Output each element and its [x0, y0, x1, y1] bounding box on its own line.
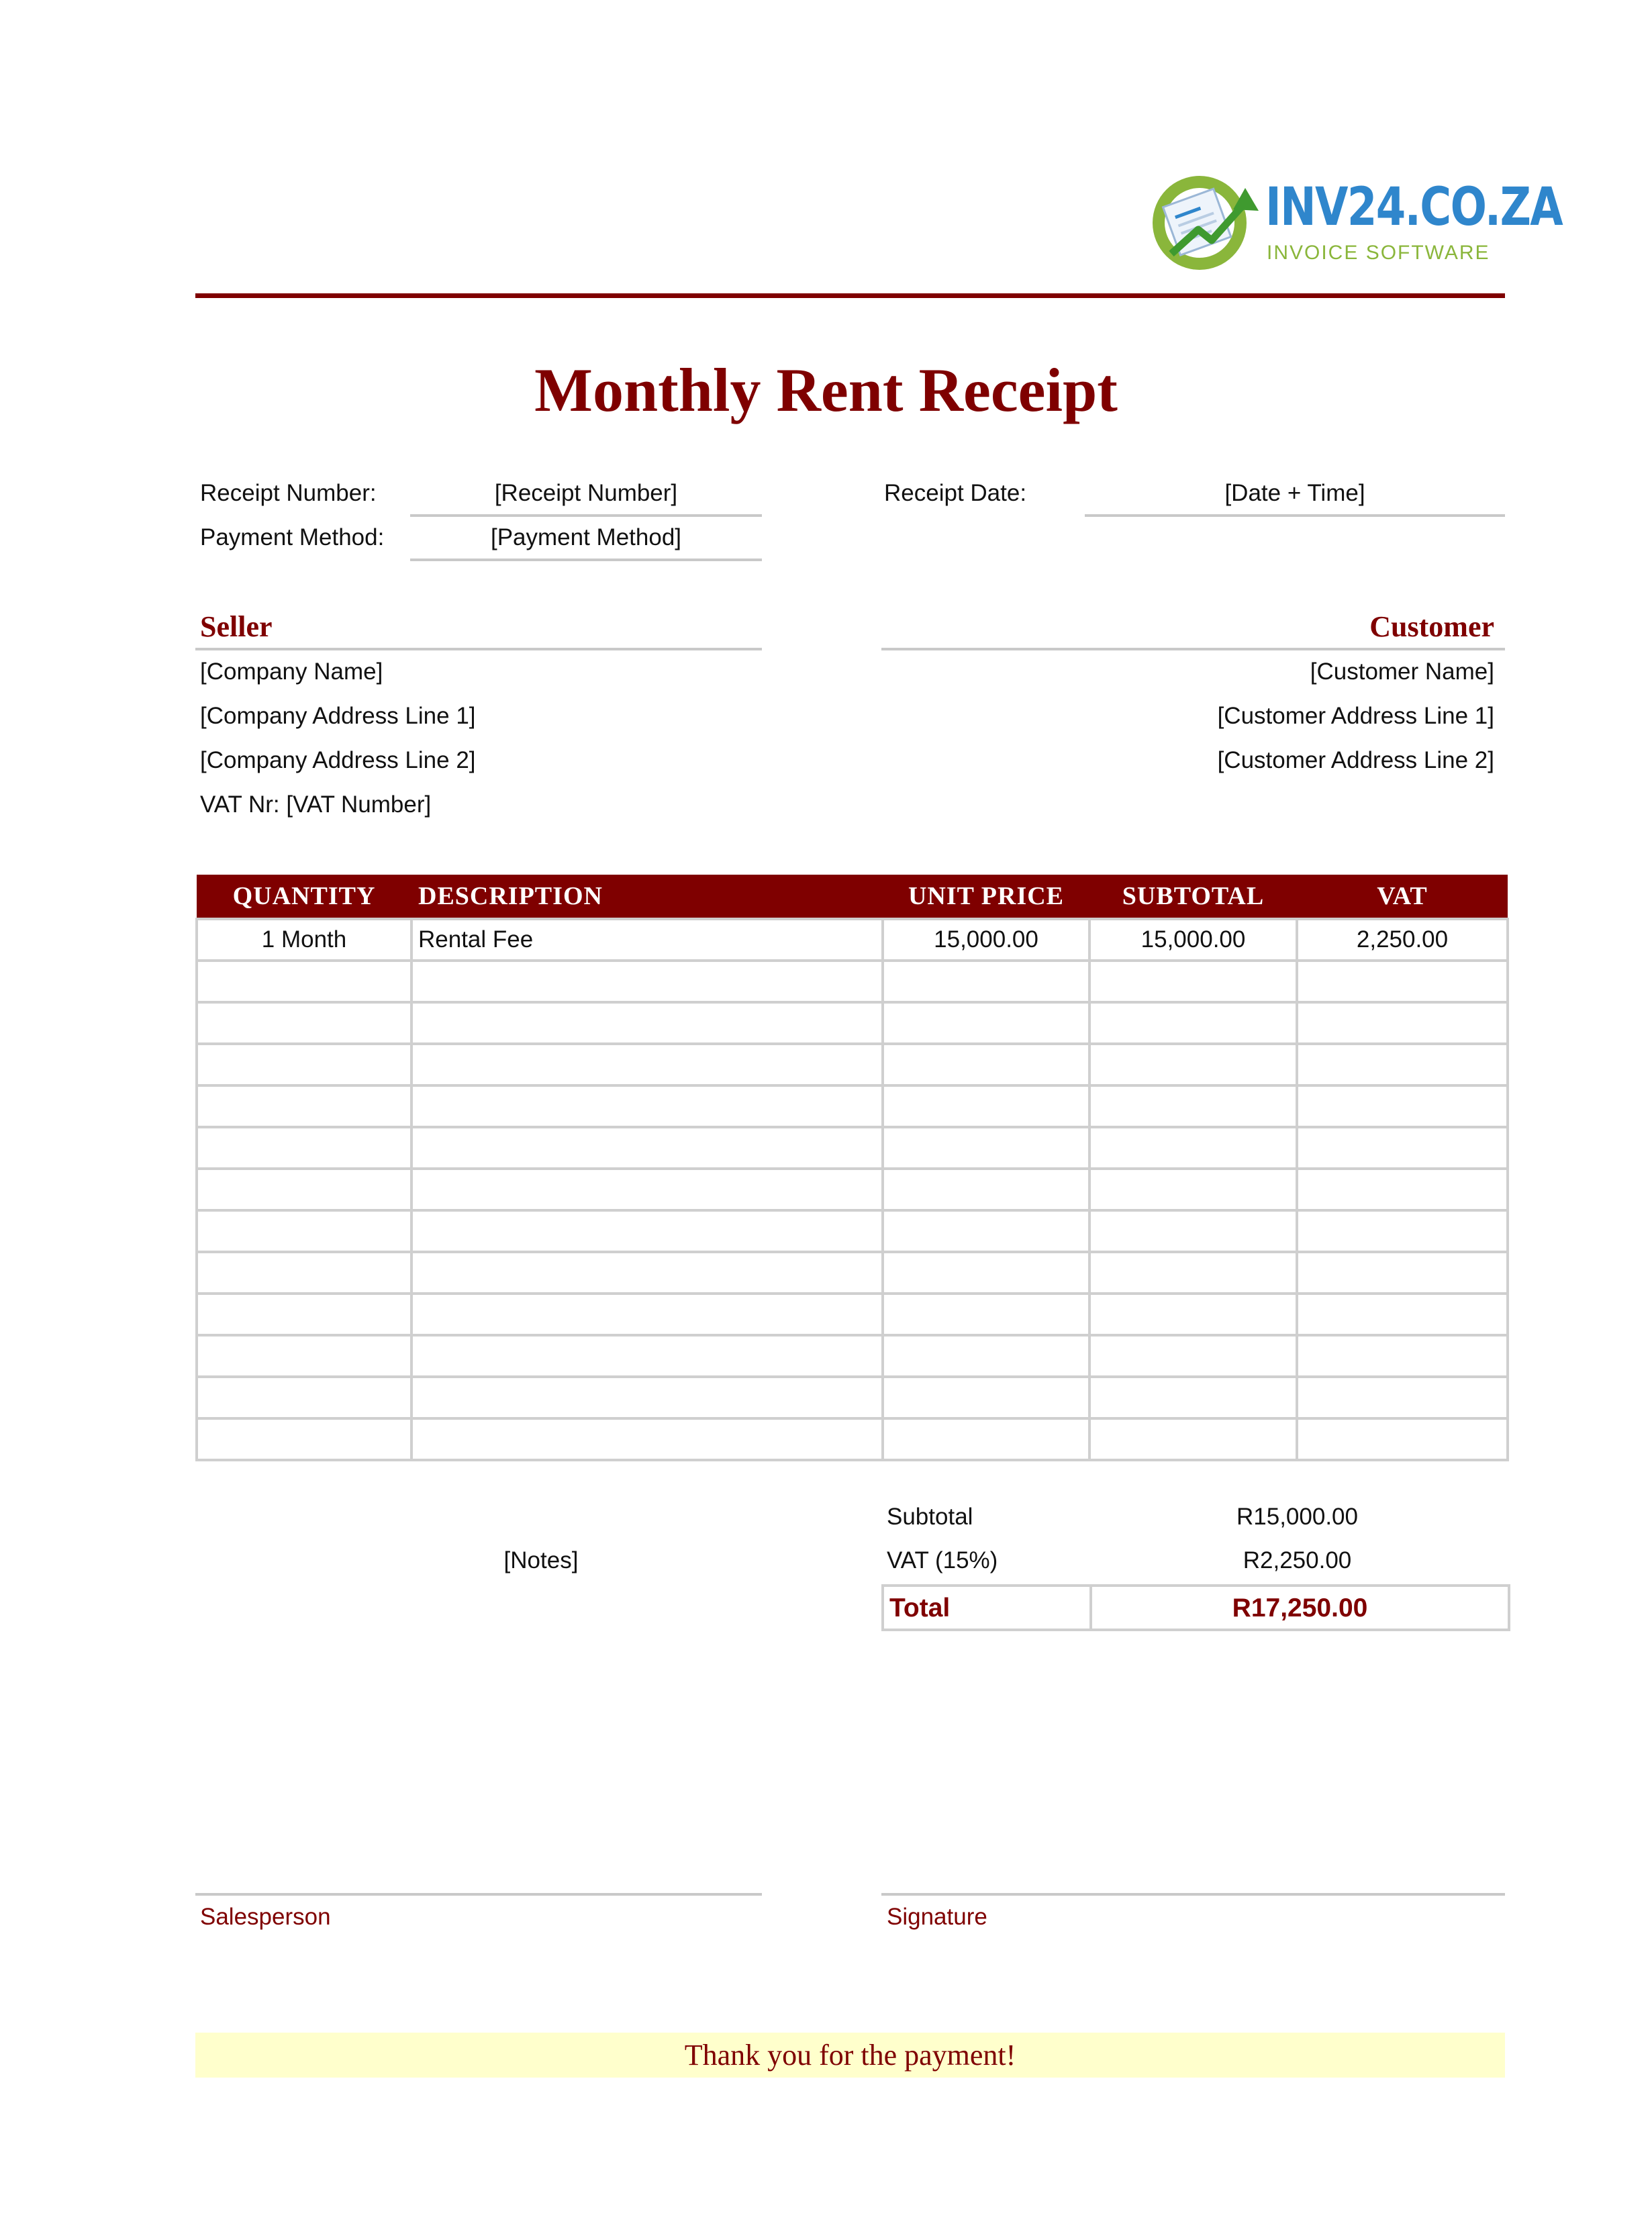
unit-price-cell: 15,000.00 — [883, 919, 1089, 961]
table-row — [197, 1252, 1508, 1294]
quantity-cell — [197, 1252, 411, 1294]
header-vat: VAT — [1297, 875, 1508, 919]
table-row — [197, 1127, 1508, 1169]
vat-cell — [1297, 1418, 1508, 1460]
description-cell: Rental Fee — [411, 919, 883, 961]
subtotal-cell — [1089, 1335, 1297, 1377]
vat-cell — [1297, 1085, 1508, 1127]
logo-tagline: INVOICE SOFTWARE — [1267, 242, 1490, 264]
quantity-cell — [197, 1044, 411, 1085]
subtotal-cell — [1089, 1169, 1297, 1210]
customer-heading: Customer — [1369, 610, 1494, 643]
table-row — [197, 1294, 1508, 1335]
table-row — [197, 1085, 1508, 1127]
receipt-date-value: [Date + Time] — [1224, 480, 1365, 506]
header-rule — [195, 293, 1505, 298]
salesperson-label: Salesperson — [200, 1904, 331, 1930]
unit-price-cell — [883, 1418, 1089, 1460]
logo-icon — [1145, 168, 1265, 275]
unit-price-cell — [883, 1127, 1089, 1169]
company-logo — [1145, 168, 1563, 275]
unit-price-cell — [883, 1377, 1089, 1418]
vat-cell — [1297, 1169, 1508, 1210]
page-title: Monthly Rent Receipt — [534, 356, 1118, 424]
unit-price-cell — [883, 1335, 1089, 1377]
subtotal-cell — [1089, 1044, 1297, 1085]
line-items-table — [195, 875, 1509, 1461]
subtotal-cell — [1089, 1002, 1297, 1044]
table-row — [197, 1210, 1508, 1252]
vat-cell — [1297, 1002, 1508, 1044]
seller-vat: VAT Nr: [VAT Number] — [200, 791, 432, 818]
thank-you-message: Thank you for the payment! — [684, 2039, 1016, 2072]
unit-price-cell — [883, 1169, 1089, 1210]
quantity-cell — [197, 1377, 411, 1418]
description-cell — [411, 1335, 883, 1377]
seller-rule — [195, 648, 762, 650]
table-row — [197, 1335, 1508, 1377]
vat-label: VAT (15%) — [887, 1547, 998, 1573]
table-row — [197, 1002, 1508, 1044]
unit-price-cell — [883, 1002, 1089, 1044]
table-body — [197, 919, 1508, 1460]
vat-cell — [1297, 1044, 1508, 1085]
quantity-cell — [197, 1294, 411, 1335]
seller-company: [Company Name] — [200, 659, 383, 685]
seller-heading: Seller — [200, 610, 273, 643]
table-row — [197, 919, 1508, 961]
description-cell — [411, 1085, 883, 1127]
total-value: R17,250.00 — [1232, 1594, 1368, 1622]
quantity-cell: 1 Month — [197, 919, 411, 961]
subtotal-cell: 15,000.00 — [1089, 919, 1297, 961]
vat-cell — [1297, 1377, 1508, 1418]
unit-price-cell — [883, 1085, 1089, 1127]
total-label: Total — [889, 1594, 951, 1622]
subtotal-label: Subtotal — [887, 1504, 973, 1530]
payment-method-line — [410, 558, 762, 561]
header-unit-price: UNIT PRICE — [883, 875, 1089, 919]
quantity-cell — [197, 1002, 411, 1044]
seller-address-2: [Company Address Line 2] — [200, 747, 476, 773]
seller-address-1: [Company Address Line 1] — [200, 703, 476, 729]
description-cell — [411, 1294, 883, 1335]
receipt-number-value: [Receipt Number] — [494, 480, 678, 506]
header-quantity: QUANTITY — [197, 875, 411, 919]
signature-label: Signature — [887, 1904, 987, 1930]
quantity-cell — [197, 961, 411, 1002]
subtotal-cell — [1089, 1294, 1297, 1335]
total-box — [881, 1584, 1510, 1631]
unit-price-cell — [883, 1252, 1089, 1294]
salesperson-line — [195, 1893, 762, 1896]
vat-cell — [1297, 1210, 1508, 1252]
vat-cell — [1297, 1335, 1508, 1377]
quantity-cell — [197, 1127, 411, 1169]
customer-name: [Customer Name] — [1310, 659, 1494, 685]
subtotal-cell — [1089, 1418, 1297, 1460]
logo-name: INV24.CO.ZA — [1265, 177, 1563, 238]
description-cell — [411, 1127, 883, 1169]
subtotal-cell — [1089, 1085, 1297, 1127]
customer-address-1: [Customer Address Line 1] — [1217, 703, 1494, 729]
subtotal-cell — [1089, 1210, 1297, 1252]
table-row — [197, 1377, 1508, 1418]
quantity-cell — [197, 1210, 411, 1252]
header-subtotal: SUBTOTAL — [1089, 875, 1297, 919]
header-description: DESCRIPTION — [411, 875, 883, 919]
table-row — [197, 1418, 1508, 1460]
receipt-number-label: Receipt Number: — [200, 480, 377, 506]
vat-cell — [1297, 1252, 1508, 1294]
notes: [Notes] — [503, 1547, 579, 1573]
subtotal-cell — [1089, 1377, 1297, 1418]
footer-bar — [195, 2033, 1505, 2078]
table-row — [197, 1044, 1508, 1085]
customer-rule — [881, 648, 1505, 650]
description-cell — [411, 1044, 883, 1085]
description-cell — [411, 961, 883, 1002]
vat-cell — [1297, 1127, 1508, 1169]
receipt-date-label: Receipt Date: — [884, 480, 1027, 506]
table-header-row — [197, 875, 1508, 919]
quantity-cell — [197, 1085, 411, 1127]
signature-line — [881, 1893, 1505, 1896]
description-cell — [411, 1002, 883, 1044]
description-cell — [411, 1252, 883, 1294]
subtotal-cell — [1089, 961, 1297, 1002]
unit-price-cell — [883, 1210, 1089, 1252]
receipt-number-line — [410, 514, 762, 517]
customer-address-2: [Customer Address Line 2] — [1217, 747, 1494, 773]
description-cell — [411, 1210, 883, 1252]
vat-cell — [1297, 961, 1508, 1002]
payment-method-value: [Payment Method] — [490, 524, 682, 550]
unit-price-cell — [883, 1044, 1089, 1085]
vat-cell — [1297, 1294, 1508, 1335]
payment-method-label: Payment Method: — [200, 524, 385, 550]
subtotal-value: R15,000.00 — [1236, 1504, 1358, 1530]
description-cell — [411, 1418, 883, 1460]
description-cell — [411, 1377, 883, 1418]
vat-cell: 2,250.00 — [1297, 919, 1508, 961]
vat-value: R2,250.00 — [1243, 1547, 1352, 1573]
unit-price-cell — [883, 1294, 1089, 1335]
subtotal-cell — [1089, 1252, 1297, 1294]
description-cell — [411, 1169, 883, 1210]
quantity-cell — [197, 1335, 411, 1377]
table-row — [197, 961, 1508, 1002]
quantity-cell — [197, 1169, 411, 1210]
receipt-date-line — [1085, 514, 1505, 517]
subtotal-cell — [1089, 1127, 1297, 1169]
quantity-cell — [197, 1418, 411, 1460]
table-row — [197, 1169, 1508, 1210]
unit-price-cell — [883, 961, 1089, 1002]
